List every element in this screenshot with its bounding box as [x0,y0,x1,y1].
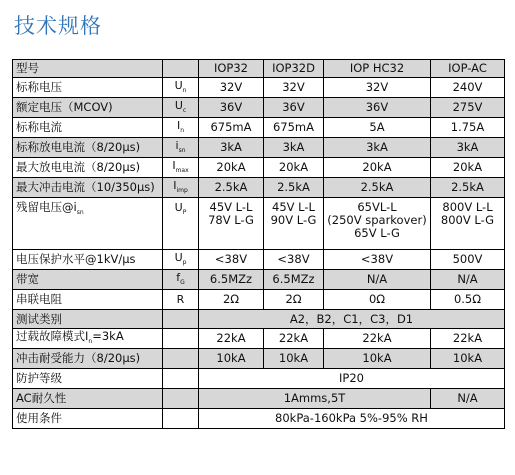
value-cell: 20kA [264,158,324,178]
value-cell: 2Ω [199,290,264,310]
table-row [13,198,505,250]
page-title: 技术规格 [14,14,102,38]
row-label: 标称电压 [13,78,163,98]
value-cell: 20kA [199,158,264,178]
value-cell: N/A [324,270,431,290]
value-cell: 32V [264,78,324,98]
value-cell: 240V [431,78,505,98]
symbol-cell [163,349,199,369]
value-cell: 2Ω [264,290,324,310]
row-label: 电压保护水平@1kV/µs [13,250,163,270]
symbol-cell [163,409,199,429]
table-row [13,329,505,349]
value-cell: 32V [324,78,431,98]
row-label: 标称放电电流（8/20µs) [13,138,163,158]
value-cell: 6.5MZz [264,270,324,290]
symbol-cell [163,369,199,389]
table-row [13,369,505,389]
row-label: 最大冲击电流（10/350µs) [13,178,163,198]
symbol-cell: $i_{sn}$ [163,138,199,158]
row-label: 额定电压（MCOV) [13,98,163,118]
table-row [13,118,505,138]
span-value-cell: 80kPa-160kPa 5%-95% RH [199,409,505,429]
value-cell: N/A [431,389,505,409]
value-cell: 20kA [324,158,431,178]
value-cell: 3kA [324,138,431,158]
value-cell: 6.5MZz [199,270,264,290]
value-cell: 22kA [264,329,324,349]
table-row [13,250,505,270]
value-cell: 36V [324,98,431,118]
value-cell: 800V L-L 800V L-G [431,198,505,250]
value-cell: 36V [199,98,264,118]
value-cell: 3kA [431,138,505,158]
row-label: 标称电流 [13,118,163,138]
header-cell: IOP32 [199,60,264,78]
header-cell: IOP HC32 [324,60,431,78]
spec-table [12,59,505,429]
symbol-cell: $f_G$ [163,270,199,290]
value-cell: 275V [431,98,505,118]
row-label: 使用条件 [13,409,163,429]
value-cell: 45V L-L 78V L-G [199,198,264,250]
value-cell: 22kA [324,329,431,349]
symbol-cell: $I_n$ [163,118,199,138]
table-row [13,178,505,198]
value-cell: 10kA [199,349,264,369]
table-row [13,138,505,158]
row-label: 测试类别 [13,310,163,329]
value-cell: 10kA [431,349,505,369]
table-row [13,389,505,409]
table-row [13,78,505,98]
value-cell: 2.5kA [199,178,264,198]
value-cell: 3kA [264,138,324,158]
header-cell: 型号 [13,60,163,78]
value-cell: 32V [199,78,264,98]
value-cell: 2.5kA [264,178,324,198]
row-label: 串联电阻 [13,290,163,310]
value-cell: 36V [264,98,324,118]
symbol-cell: $U_n$ [163,78,199,98]
row-label: 带宽 [13,270,163,290]
symbol-cell [163,310,199,329]
value-cell: 1.75A [431,118,505,138]
value-cell: 22kA [199,329,264,349]
row-label: AC耐久性 [13,389,163,409]
value-cell: 5A [324,118,431,138]
value-cell: 3kA [199,138,264,158]
header-cell: IOP32D [264,60,324,78]
table-row [13,98,505,118]
row-label: 防护等级 [13,369,163,389]
table-row [13,270,505,290]
table-row [13,158,505,178]
value-cell: N/A [431,270,505,290]
symbol-cell: $U_P$ [163,198,199,250]
row-label: 过载故障模式$I_n=3kA$ [13,329,163,349]
value-cell: 22kA [431,329,505,349]
span-value-cell: 1Amms,5T [199,389,431,409]
header-cell: IOP-AC [431,60,505,78]
symbol-cell [163,329,199,349]
value-cell: 45V L-L 90V L-G [264,198,324,250]
header-cell [163,60,199,78]
symbol-cell: $U_c$ [163,98,199,118]
row-label: 残留电压$@i_{sn}$ [13,198,163,250]
symbol-cell: R [163,290,199,310]
value-cell: 20kA [431,158,505,178]
table-row [13,409,505,429]
value-cell: 675mA [264,118,324,138]
value-cell: <38V [264,250,324,270]
value-cell: 10kA [324,349,431,369]
row-label: 冲击耐受能力（8/20µs) [13,349,163,369]
span-value-cell: IP20 [199,369,505,389]
value-cell: 2.5kA [431,178,505,198]
value-cell: <38V [324,250,431,270]
row-label: 最大放电电流（8/20µs) [13,158,163,178]
symbol-cell [163,389,199,409]
table-header-row [13,60,505,78]
value-cell: <38V [199,250,264,270]
table-row [13,349,505,369]
symbol-cell: $U_p$ [163,250,199,270]
symbol-cell: $I_{max}$ [163,158,199,178]
value-cell: 675mA [199,118,264,138]
table-row [13,290,505,310]
value-cell: 0.5Ω [431,290,505,310]
value-cell: 0Ω [324,290,431,310]
value-cell: 500V [431,250,505,270]
span-value-cell: A2，B2，C1，C3，D1 [199,310,505,329]
table-row [13,310,505,329]
symbol-cell: $I_{imp}$ [163,178,199,198]
value-cell: 10kA [264,349,324,369]
value-cell: 2.5kA [324,178,431,198]
value-cell: 65VL-L (250V sparkover) 65V L-G [324,198,431,250]
